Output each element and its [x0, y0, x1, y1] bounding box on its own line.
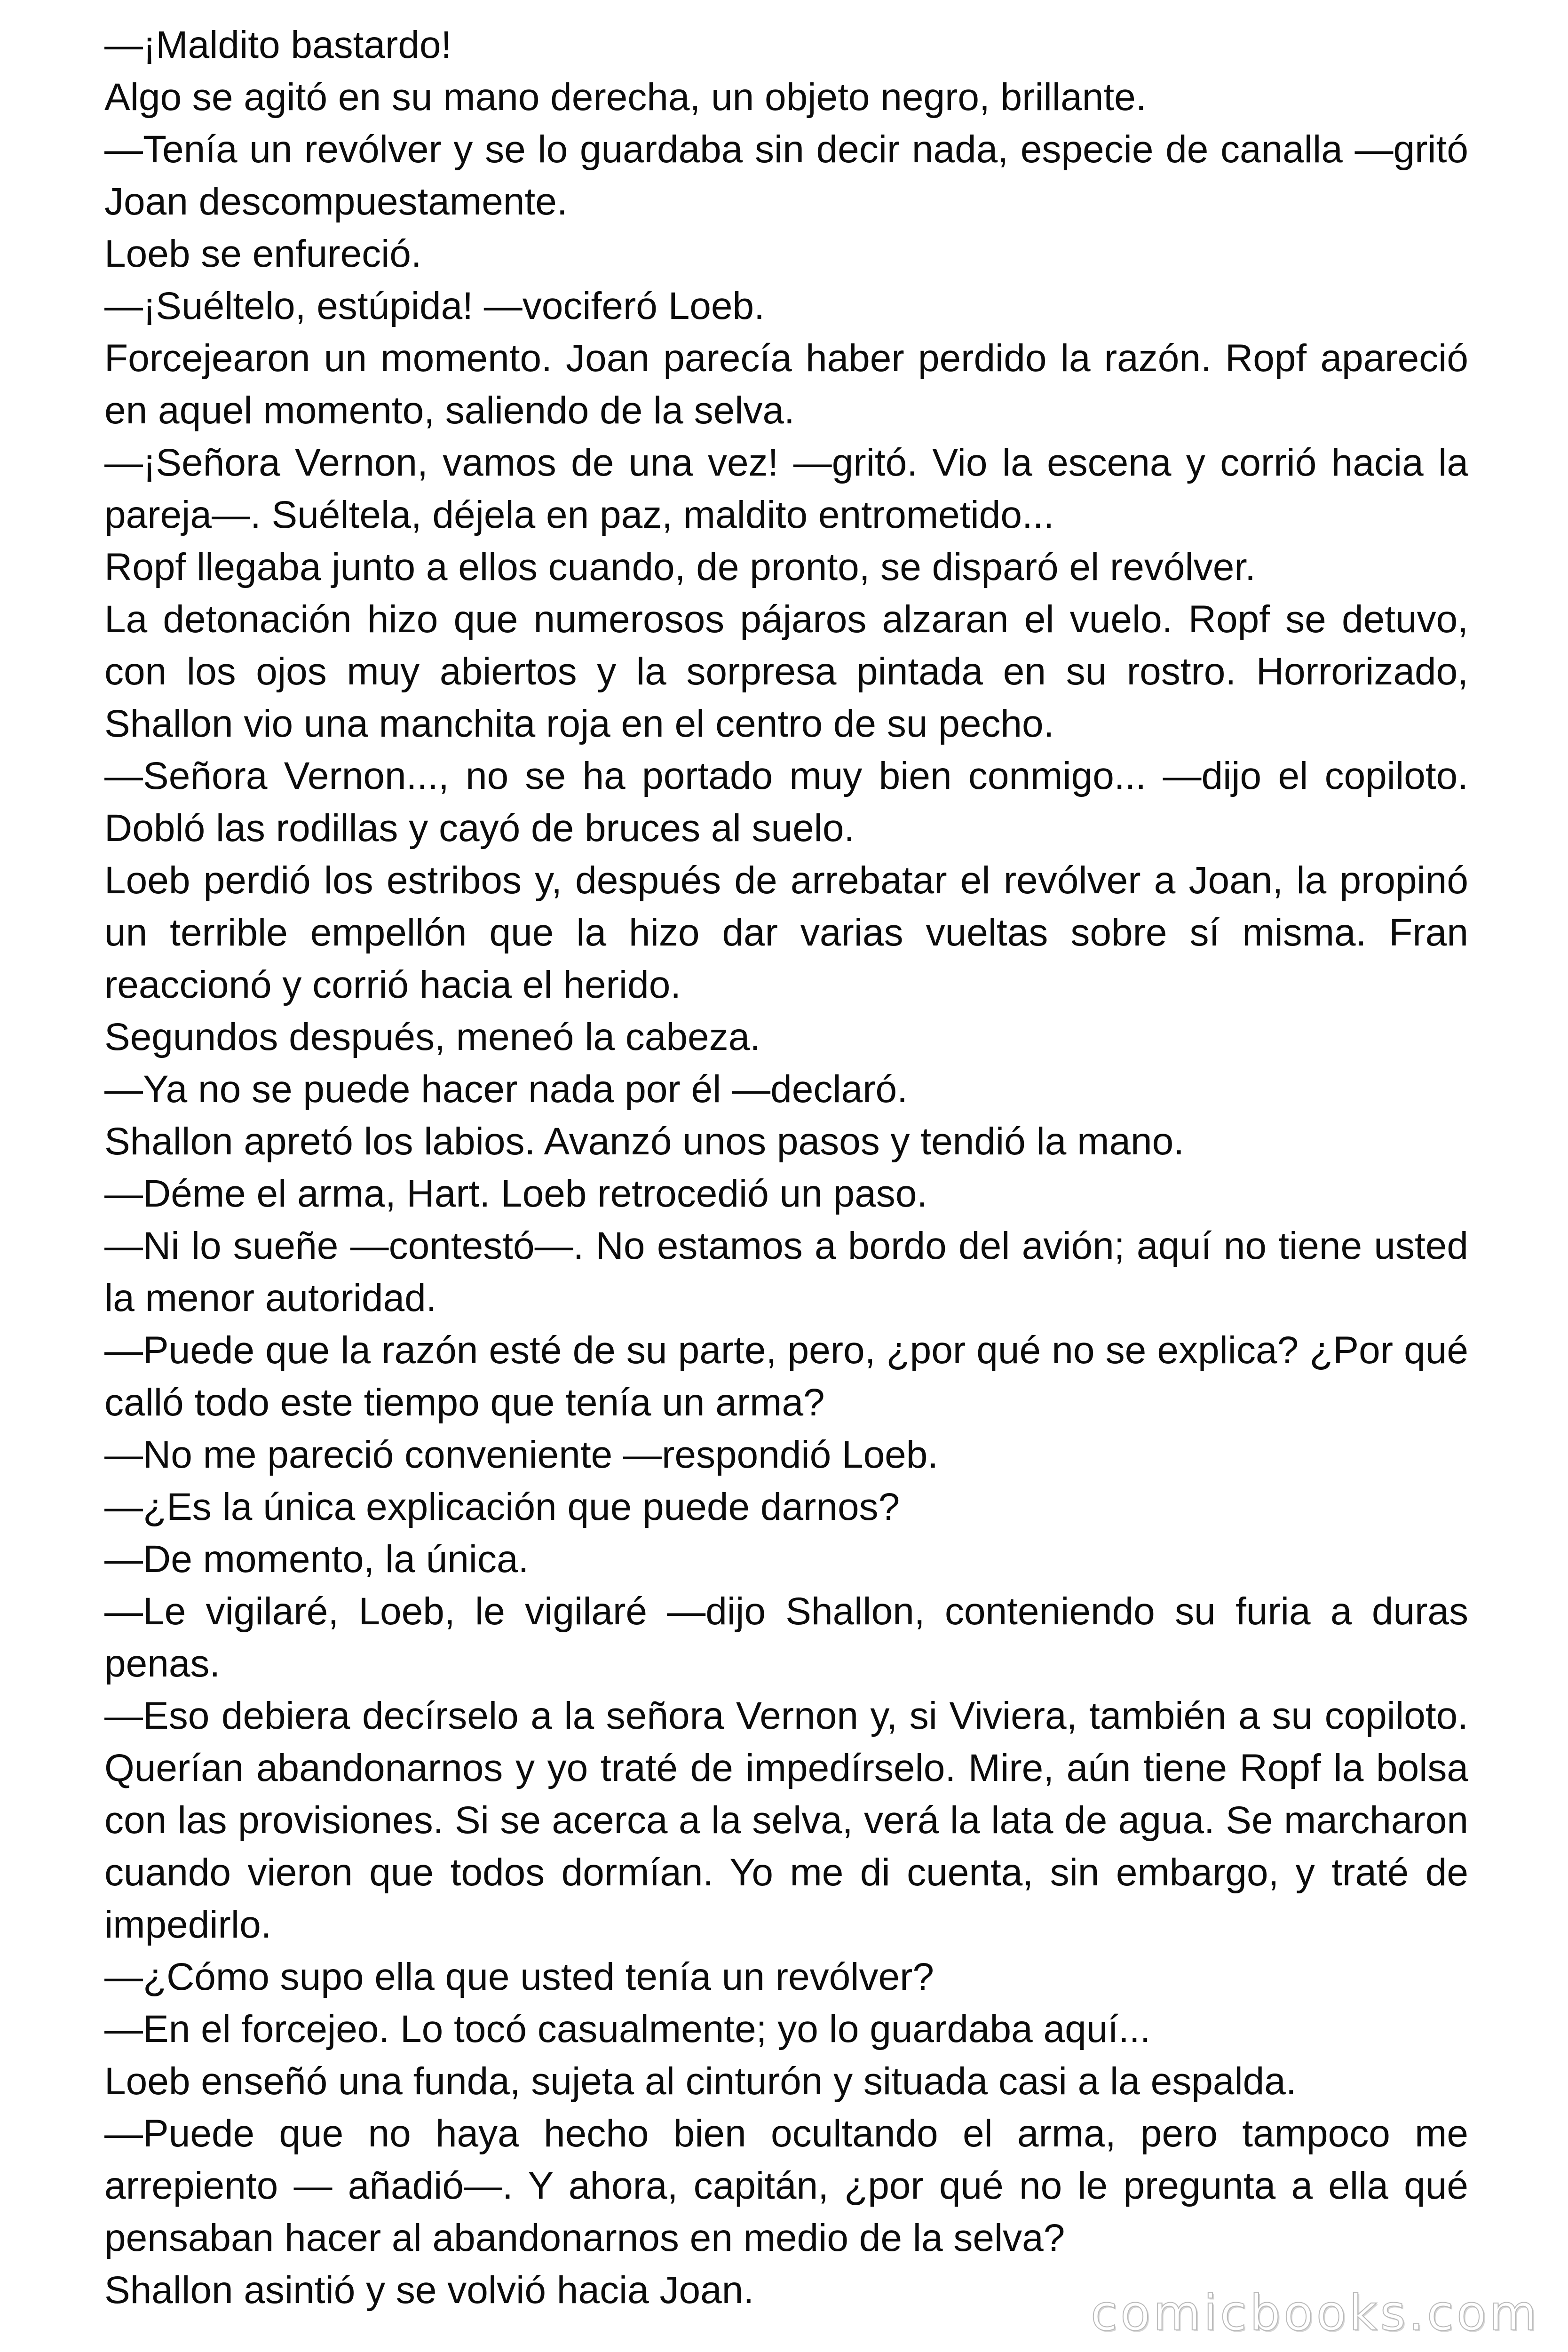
paragraph: Shallon apretó los labios. Avanzó unos pasos y tendió la mano. — [104, 1120, 1184, 1163]
paragraph: —Tenía un revólver y se lo guardaba sin decir nada, especie de canalla —gritó Joan descompuestamente. — [104, 128, 1468, 223]
paragraph: Algo se agitó en su mano derecha, un objeto negro, brillante. — [104, 76, 1147, 119]
paragraph: Shallon asintió y se volvió hacia Joan. — [104, 2269, 754, 2312]
paragraph: —Ni lo sueñe —contestó—. No estamos a bordo del avión; aquí no tiene usted la menor autoridad. — [104, 1224, 1468, 1319]
paragraph: —Ya no se puede hacer nada por él —declaró. — [104, 1068, 908, 1111]
paragraph: —Señora Vernon..., no se ha portado muy bien conmigo... —dijo el copiloto. Dobló las rodillas y cayó de bruces al suelo. — [104, 755, 1468, 850]
paragraph: —¡Señora Vernon, vamos de una vez! —gritó. Vio la escena y corrió hacia la pareja—. Suéltela, déjela en paz, maldito entrometido... — [104, 441, 1468, 536]
paragraph: Segundos después, meneó la cabeza. — [104, 1016, 761, 1058]
paragraph: Loeb perdió los estribos y, después de arrebatar el revólver a Joan, la propinó un terrible empellón que la hizo dar varias vueltas sobre sí misma. Fran reaccionó y corrió hacia el herido. — [104, 859, 1468, 1006]
page-body — [104, 19, 1468, 2316]
paragraph: —De momento, la única. — [104, 1538, 529, 1581]
paragraph: —¡Suéltelo, estúpida! —vociferó Loeb. — [104, 285, 765, 327]
paragraph: Loeb enseñó una funda, sujeta al cinturón y situada casi a la espalda. — [104, 2060, 1297, 2103]
paragraph: Loeb se enfureció. — [104, 232, 422, 275]
paragraph: —¡Maldito bastardo! — [104, 24, 452, 66]
paragraph: —¿Cómo supo ella que usted tenía un revólver? — [104, 1955, 934, 1998]
paragraph: —Puede que no haya hecho bien ocultando el arma, pero tampoco me arrepiento — añadió—. Y ahora, capitán, ¿por qué no le pregunta a ella qué pensaban hacer al abandonarnos en medio de la selva? — [104, 2112, 1468, 2259]
paragraph: —No me pareció conveniente —respondió Loeb. — [104, 1433, 939, 1476]
paragraph: —Eso debiera decírselo a la señora Vernon y, si Viviera, también a su copiloto. Querían abandonarnos y yo traté de impedírselo. Mire, aún tiene Ropf la bolsa con las provisiones. Si se acerca a la selva, verá la lata de agua. Se marcharon cuando vieron que todos dormían. Yo me di cuenta, sin embargo, y traté de impedirlo. — [104, 1694, 1468, 1946]
paragraph: —Déme el arma, Hart. Loeb retrocedió un paso. — [104, 1172, 928, 1215]
paragraph: La detonación hizo que numerosos pájaros alzaran el vuelo. Ropf se detuvo, con los ojos muy abiertos y la sorpresa pintada en su rostro. Horrorizado, Shallon vio una manchita roja en el centro de su pecho. — [104, 598, 1468, 745]
watermark-logo: comicbooks.com — [1090, 2284, 1540, 2342]
paragraph: Forcejearon un momento. Joan parecía haber perdido la razón. Ropf apareció en aquel momento, saliendo de la selva. — [104, 337, 1468, 432]
paragraph: —Puede que la razón esté de su parte, pero, ¿por qué no se explica? ¿Por qué calló todo este tiempo que tenía un arma? — [104, 1329, 1468, 1424]
paragraph: —Le vigilaré, Loeb, le vigilaré —dijo Shallon, conteniendo su furia a duras penas. — [104, 1590, 1468, 1685]
paragraph: Ropf llegaba junto a ellos cuando, de pronto, se disparó el revólver. — [104, 546, 1256, 588]
paragraph: —En el forcejeo. Lo tocó casualmente; yo lo guardaba aquí... — [104, 2008, 1151, 2050]
paragraph: —¿Es la única explicación que puede darnos? — [104, 1486, 900, 1528]
